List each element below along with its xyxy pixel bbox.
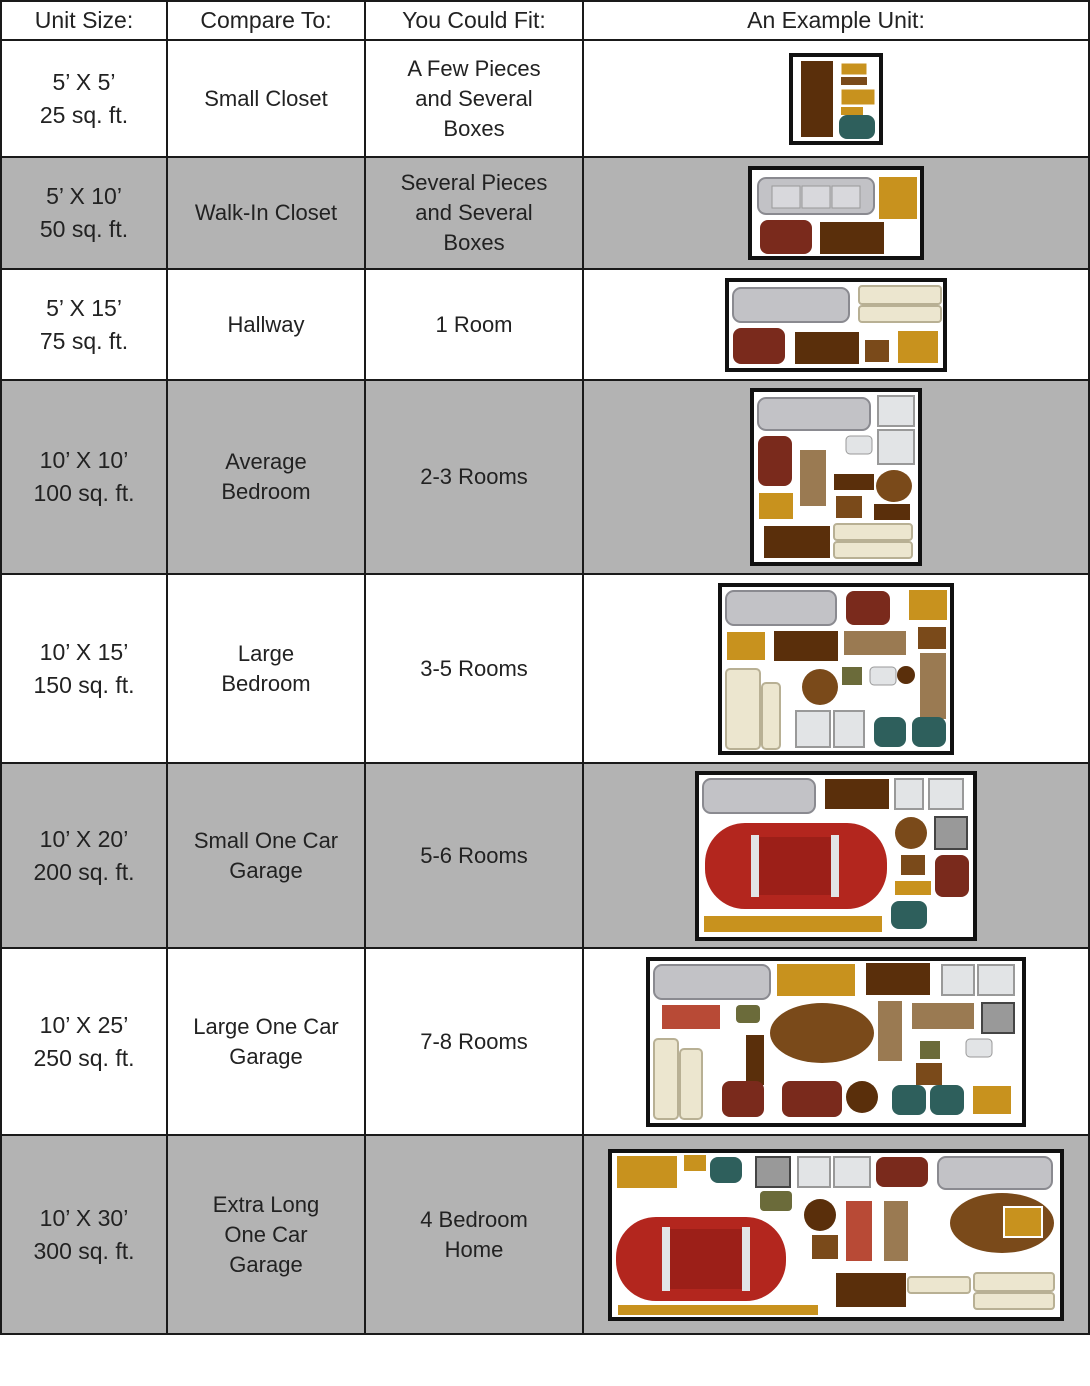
example-unit-10x15 [718,583,954,755]
you-could-fit: 7-8 Rooms [420,1028,528,1054]
compare-to: Large One Car Garage [193,1013,339,1069]
compare-to: Extra Long One Car Garage [212,1191,320,1277]
table-row [1,763,1089,948]
compare-to: Large Bedroom [221,640,311,696]
you-could-fit: A Few Pieces and Several Boxes [407,55,541,141]
compare-to: Small Closet [204,85,328,111]
unit-size: 10’ X 20’ 200 sq. ft. [33,825,135,885]
compare-to: Walk-In Closet [194,200,338,225]
you-could-fit: Several Pieces and Several Boxes [400,170,548,255]
example-unit-5x5 [789,53,883,145]
table-row [1,157,1089,269]
header-compare-to: Compare To: [167,1,365,40]
you-could-fit: 4 Bedroom Home [420,1206,528,1262]
table-row [1,269,1089,380]
you-could-fit: 1 Room [435,311,513,337]
unit-size: 5’ X 5’ 25 sq. ft. [39,68,129,128]
unit-size: 10’ X 25’ 250 sq. ft. [33,1011,135,1071]
compare-to: Hallway [227,311,305,337]
you-could-fit: 2-3 Rooms [420,464,528,489]
header-unit-size: Unit Size: [1,1,167,40]
example-unit-10x10 [750,388,922,566]
table-row [1,948,1089,1135]
compare-to: Average Bedroom [221,449,311,504]
example-unit-10x25 [646,957,1026,1127]
header-you-could-fit: You Could Fit: [365,1,583,40]
compare-to: Small One Car Garage [193,827,339,883]
unit-size: 10’ X 10’ 100 sq. ft. [33,447,135,506]
header-example-unit: An Example Unit: [583,1,1089,40]
table-row [1,380,1089,574]
unit-size: 5’ X 10’ 50 sq. ft. [39,183,129,242]
table-row [1,40,1089,157]
example-unit-10x20 [695,771,977,941]
example-unit-10x30 [608,1149,1064,1321]
table-row [1,1135,1089,1334]
you-could-fit: 5-6 Rooms [420,842,528,868]
unit-size: 10’ X 30’ 300 sq. ft. [33,1204,135,1264]
table-row [1,574,1089,763]
header-row [1,1,1089,40]
unit-size: 10’ X 15’ 150 sq. ft. [33,638,135,698]
you-could-fit: 3-5 Rooms [420,655,528,681]
example-unit-5x15 [725,278,947,372]
example-unit-5x10 [748,166,924,260]
unit-size: 5’ X 15’ 75 sq. ft. [39,294,129,354]
